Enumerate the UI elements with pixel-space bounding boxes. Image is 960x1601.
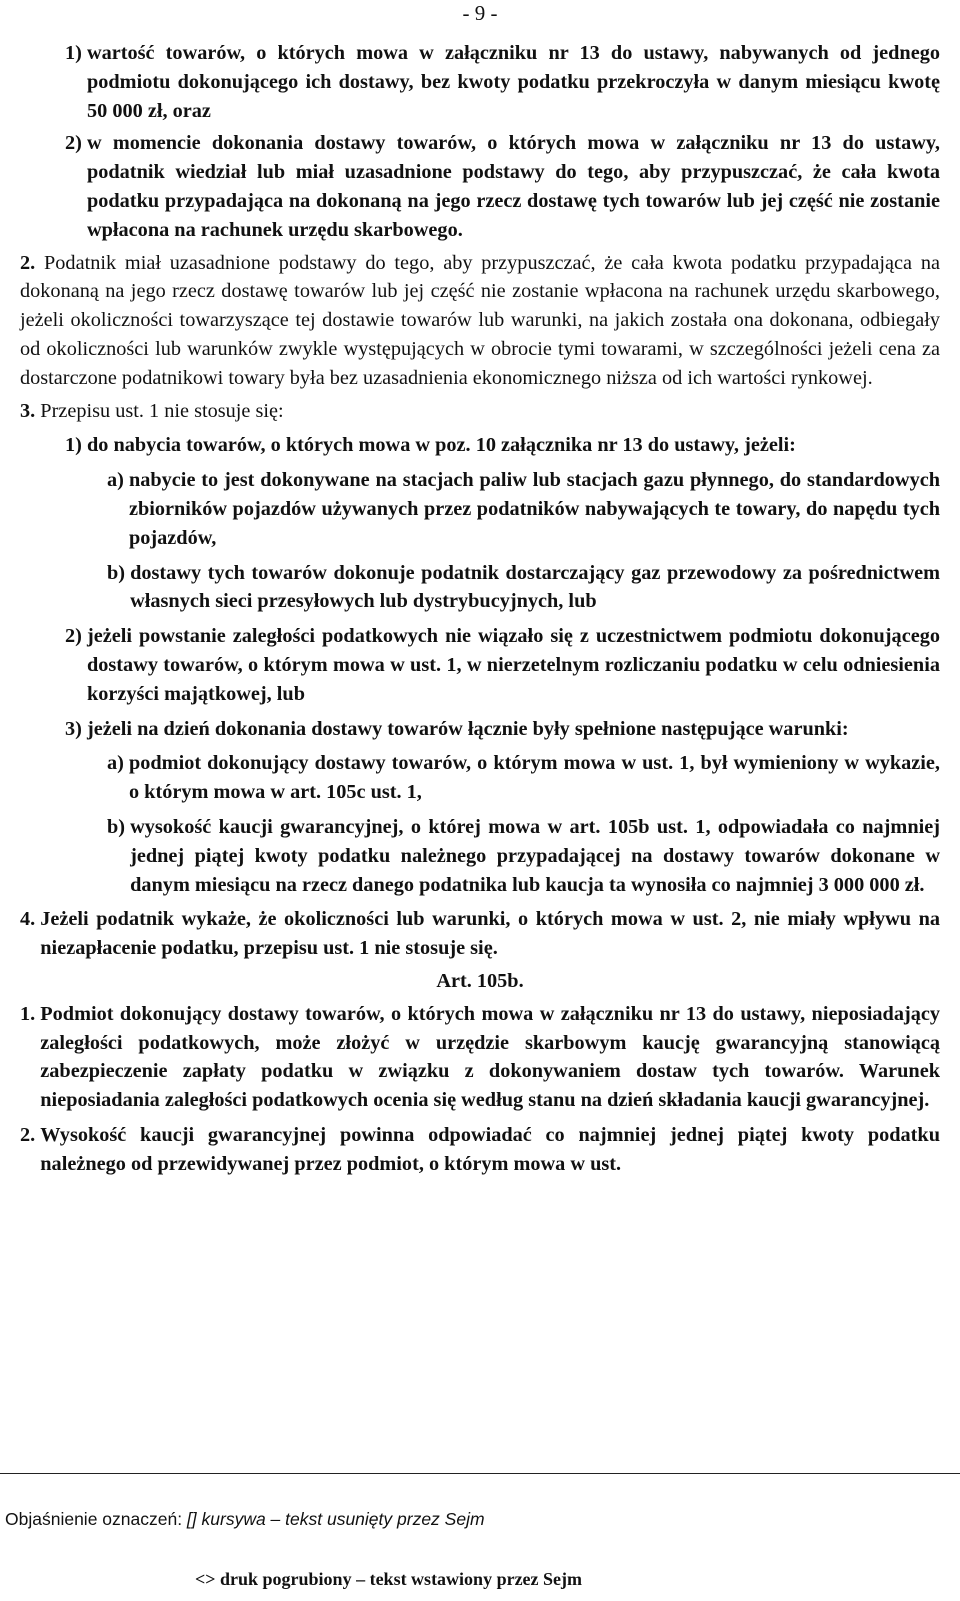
list-item [65,431,940,460]
list-item [65,129,940,244]
item-label: a) [107,752,129,775]
article-heading: Art. 105b. [436,969,524,992]
article-paragraph-2 [20,1121,940,1179]
item-text: wysokość kaucji gwarancyjnej, o której mowa w art. 105b ust. 1, odpowiadała co najmniej jednej piątej kwoty podatku należnego przypadającej na dostawy towarów dokonane w danym miesiącu na rzecz danego podatnika lub kaucja ta wynosiła co najmniej 3 000 000 zł. [130,815,940,896]
section-4-paragraph [20,905,940,963]
item-label: 2) [65,132,87,155]
item-label: 2) [65,625,87,648]
section-2-paragraph [20,249,940,393]
item-text: nabycie to jest dokonywane na stacjach paliw lub stacjach gazu płynnego, do standardowych zbiorników pojazdów używanych przez podatników nabywających te towary, do napędu tych pojazdów, [128,469,940,549]
sub-list-item [107,749,940,807]
item-text: do nabycia towarów, o których mowa w poz. 10 załącznika nr 13 do ustawy, jeżeli: [86,434,796,457]
item-text: wartość towarów, o których mowa w załączniku nr 13 do ustawy, nabywanych od jednego podmiotu dokonującego ich dostawy, bez kwoty podatku przekroczyła w danym miesiącu kwotę 50 000 zł, oraz [86,42,940,122]
section-text: Podmiot dokonujący dostawy towarów, o których mowa w załączniku nr 13 do ustawy, nieposiadający zaległości podatkowych, może złożyć w urzędzie skarbowym kaucję gwarancyjną stanowiącą zabezpieczenie zapłaty podatku w związku z dokonywaniem dostaw tych towarów. Warunek nieposiadania zaległości podatkowych ocenia się według stanu na dzień składania kaucji gwarancyjnej. [40,1002,940,1112]
list-item [65,39,940,125]
sub-list-item [107,466,940,552]
item-label: 3) [65,717,87,740]
section-text: Wysokość kaucji gwarancyjnej powinna odpowiadać co najmniej jednej piątej kwoty podatku należnego od przewidywanej przez podmiot, o którym mowa w ust. [40,1123,940,1175]
list-item [65,715,940,744]
section-number: 3. [20,399,36,422]
section-3-paragraph [20,397,940,426]
item-text: w momencie dokonania dostawy towarów, o których mowa w załączniku nr 13 do ustawy, podatnik wiedział lub miał uzasadnione podstawy do tego, aby przypuszczać, że cała kwota podatku przypadająca na dokonaną na jego rzecz dostawę tych towarów lub jej część nie zostanie wpłacona na rachunek urzędu skarbowego. [86,132,940,241]
section-number: 2. [20,251,36,274]
section-text: Podatnik miał uzasadnione podstawy do tego, aby przypuszczać, że cała kwota podatku przypadająca na dokonaną na jego rzecz dostawę towarów lub jej część nie zostanie wpłacona na rachunek urzędu skarbowego, jeżeli okoliczności towarzyszące tej dostawie towarów lub warunki, na jakich została ona dokonana, odbiegały od okoliczności lub warunków zwykle występujących w obrocie tymi towarami, w szczególności jeżeli cena za dostarczone podatnikowi towary była bez uzasadnienia ekonomicznego niższa od ich wartości rynkowej. [20,251,940,389]
list-item [65,622,940,708]
item-label: a) [107,469,129,492]
item-label: 1) [65,434,87,457]
item-text: dostawy tych towarów dokonuje podatnik dostarczający gaz przewodowy za pośrednictwem własnych sieci przesyłowych lub dystrybucyjnych, lub [130,561,940,613]
document-body [20,36,940,1178]
item-label: 1) [65,42,87,64]
page-number: - 9 - [462,1,498,25]
sub-list-item [107,813,940,899]
section-number: 1. [20,1002,41,1025]
footer-legend-bold-explanation: <> druk pogrubiony – tekst wstawiony przez Sejm [195,1569,583,1589]
footer-legend-line-1 [5,1508,485,1530]
section-number: 2. [20,1123,41,1146]
section-text: Przepisu ust. 1 nie stosuje się: [35,399,284,422]
item-label: b) [107,561,131,584]
item-text: podmiot dokonujący dostawy towarów, o którym mowa w ust. 1, był wymieniony w wykazie, o którym mowa w art. 105c ust. 1, [128,752,940,804]
item-text: jeżeli powstanie zaległości podatkowych nie wiązało się z uczestnictwem podmiotu dokonującego dostawy towarów, o którym mowa w ust. 1, w nierzetelnym rozliczaniu podatku w celu odniesienia korzyści majątkowej, lub [86,625,940,705]
legend-italic-explanation: [] kursywa – tekst usunięty przez Sejm [186,1509,485,1529]
article-paragraph-1 [20,1000,940,1115]
sub-list-item [107,559,940,617]
section-number: 4. [20,908,41,931]
section-text: Jeżeli podatnik wykaże, że okoliczności lub warunki, o których mowa w ust. 2, nie miały wpływu na niezapłacenie podatku, przepisu ust. 1 nie stosuje się. [40,908,940,960]
legend-label: Objaśnienie oznaczeń: [5,1509,187,1529]
footer-divider [0,1473,960,1474]
item-label: b) [107,815,131,838]
item-text: jeżeli na dzień dokonania dostawy towarów łącznie były spełnione następujące warunki: [86,717,849,740]
